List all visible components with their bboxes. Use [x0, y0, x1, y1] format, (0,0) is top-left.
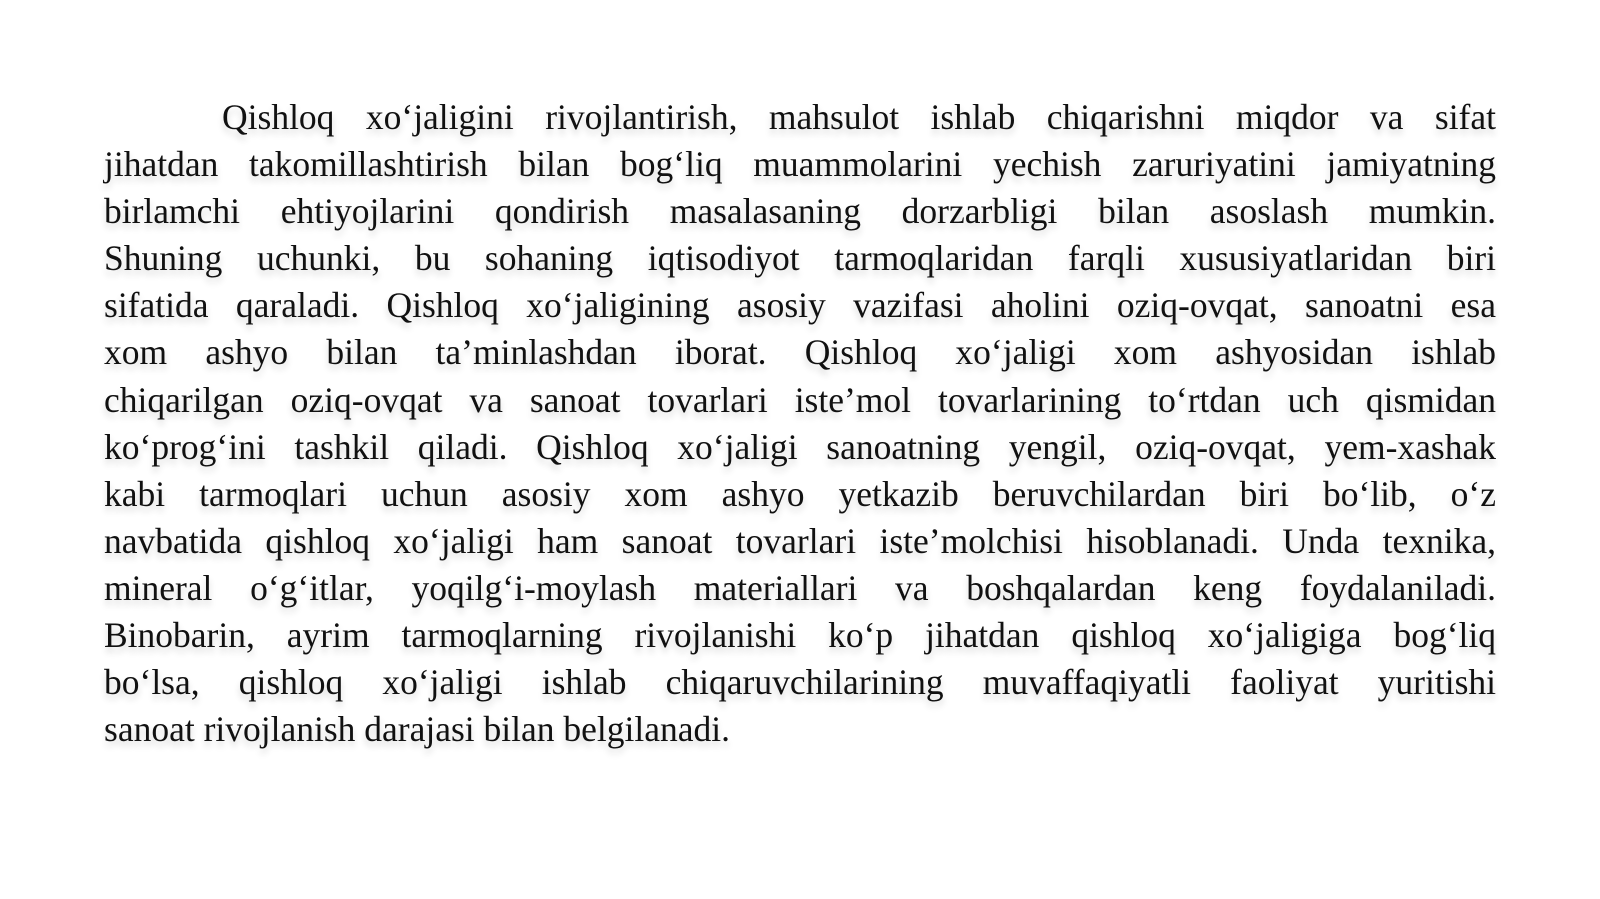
paragraph-line: navbatida qishloq xo‘jaligi ham sanoat tovarlari iste’molchisi hisoblanadi. Unda texnika, — [104, 520, 1496, 561]
paragraph-line: Shuning uchunki, bu sohaning iqtisodiyot tarmoqlaridan farqli xususiyatlaridan biri — [104, 238, 1496, 279]
body-paragraph — [104, 94, 1496, 753]
paragraph-line: birlamchi ehtiyojlarini qondirish masalasaning dorzarbligi bilan asoslash mumkin. — [104, 191, 1496, 232]
paragraph-line: kabi tarmoqlari uchun asosiy xom ashyo yetkazib beruvchilardan biri bo‘lib, o‘z — [104, 473, 1496, 514]
paragraph-line: xom ashyo bilan ta’minlashdan iborat. Qishloq xo‘jaligi xom ashyosidan ishlab — [104, 332, 1496, 373]
paragraph-line: chiqarilgan oziq-ovqat va sanoat tovarlari iste’mol tovarlarining to‘rtdan uch qismidan — [104, 379, 1496, 420]
paragraph-line: Qishloq xo‘jaligini rivojlantirish, mahsulot ishlab chiqarishni miqdor va sifat — [222, 97, 1496, 137]
paragraph-line: mineral o‘g‘itlar, yoqilg‘i-moylash materiallari va boshqalardan keng foydalaniladi. — [104, 567, 1496, 608]
paragraph-line: sifatida qaraladi. Qishloq xo‘jaligining asosiy vazifasi aholini oziq-ovqat, sanoatni esa — [104, 285, 1496, 326]
paragraph-line: Binobarin, ayrim tarmoqlarning rivojlanishi ko‘p jihatdan qishloq xo‘jaligiga bog‘liq — [104, 615, 1496, 656]
paragraph-line: bo‘lsa, qishloq xo‘jaligi ishlab chiqaruvchilarining muvaffaqiyatli faoliyat yuritishi — [104, 662, 1496, 703]
paragraph-line: ko‘prog‘ini tashkil qiladi. Qishloq xo‘jaligi sanoatning yengil, oziq-ovqat, yem-xashak — [104, 426, 1496, 467]
paragraph-line: sanoat rivojlanish darajasi bilan belgilanadi. — [104, 709, 730, 750]
paragraph-line: jihatdan takomillashtirish bilan bog‘liq muammolarini yechish zaruriyatini jamiyatning — [104, 144, 1496, 185]
